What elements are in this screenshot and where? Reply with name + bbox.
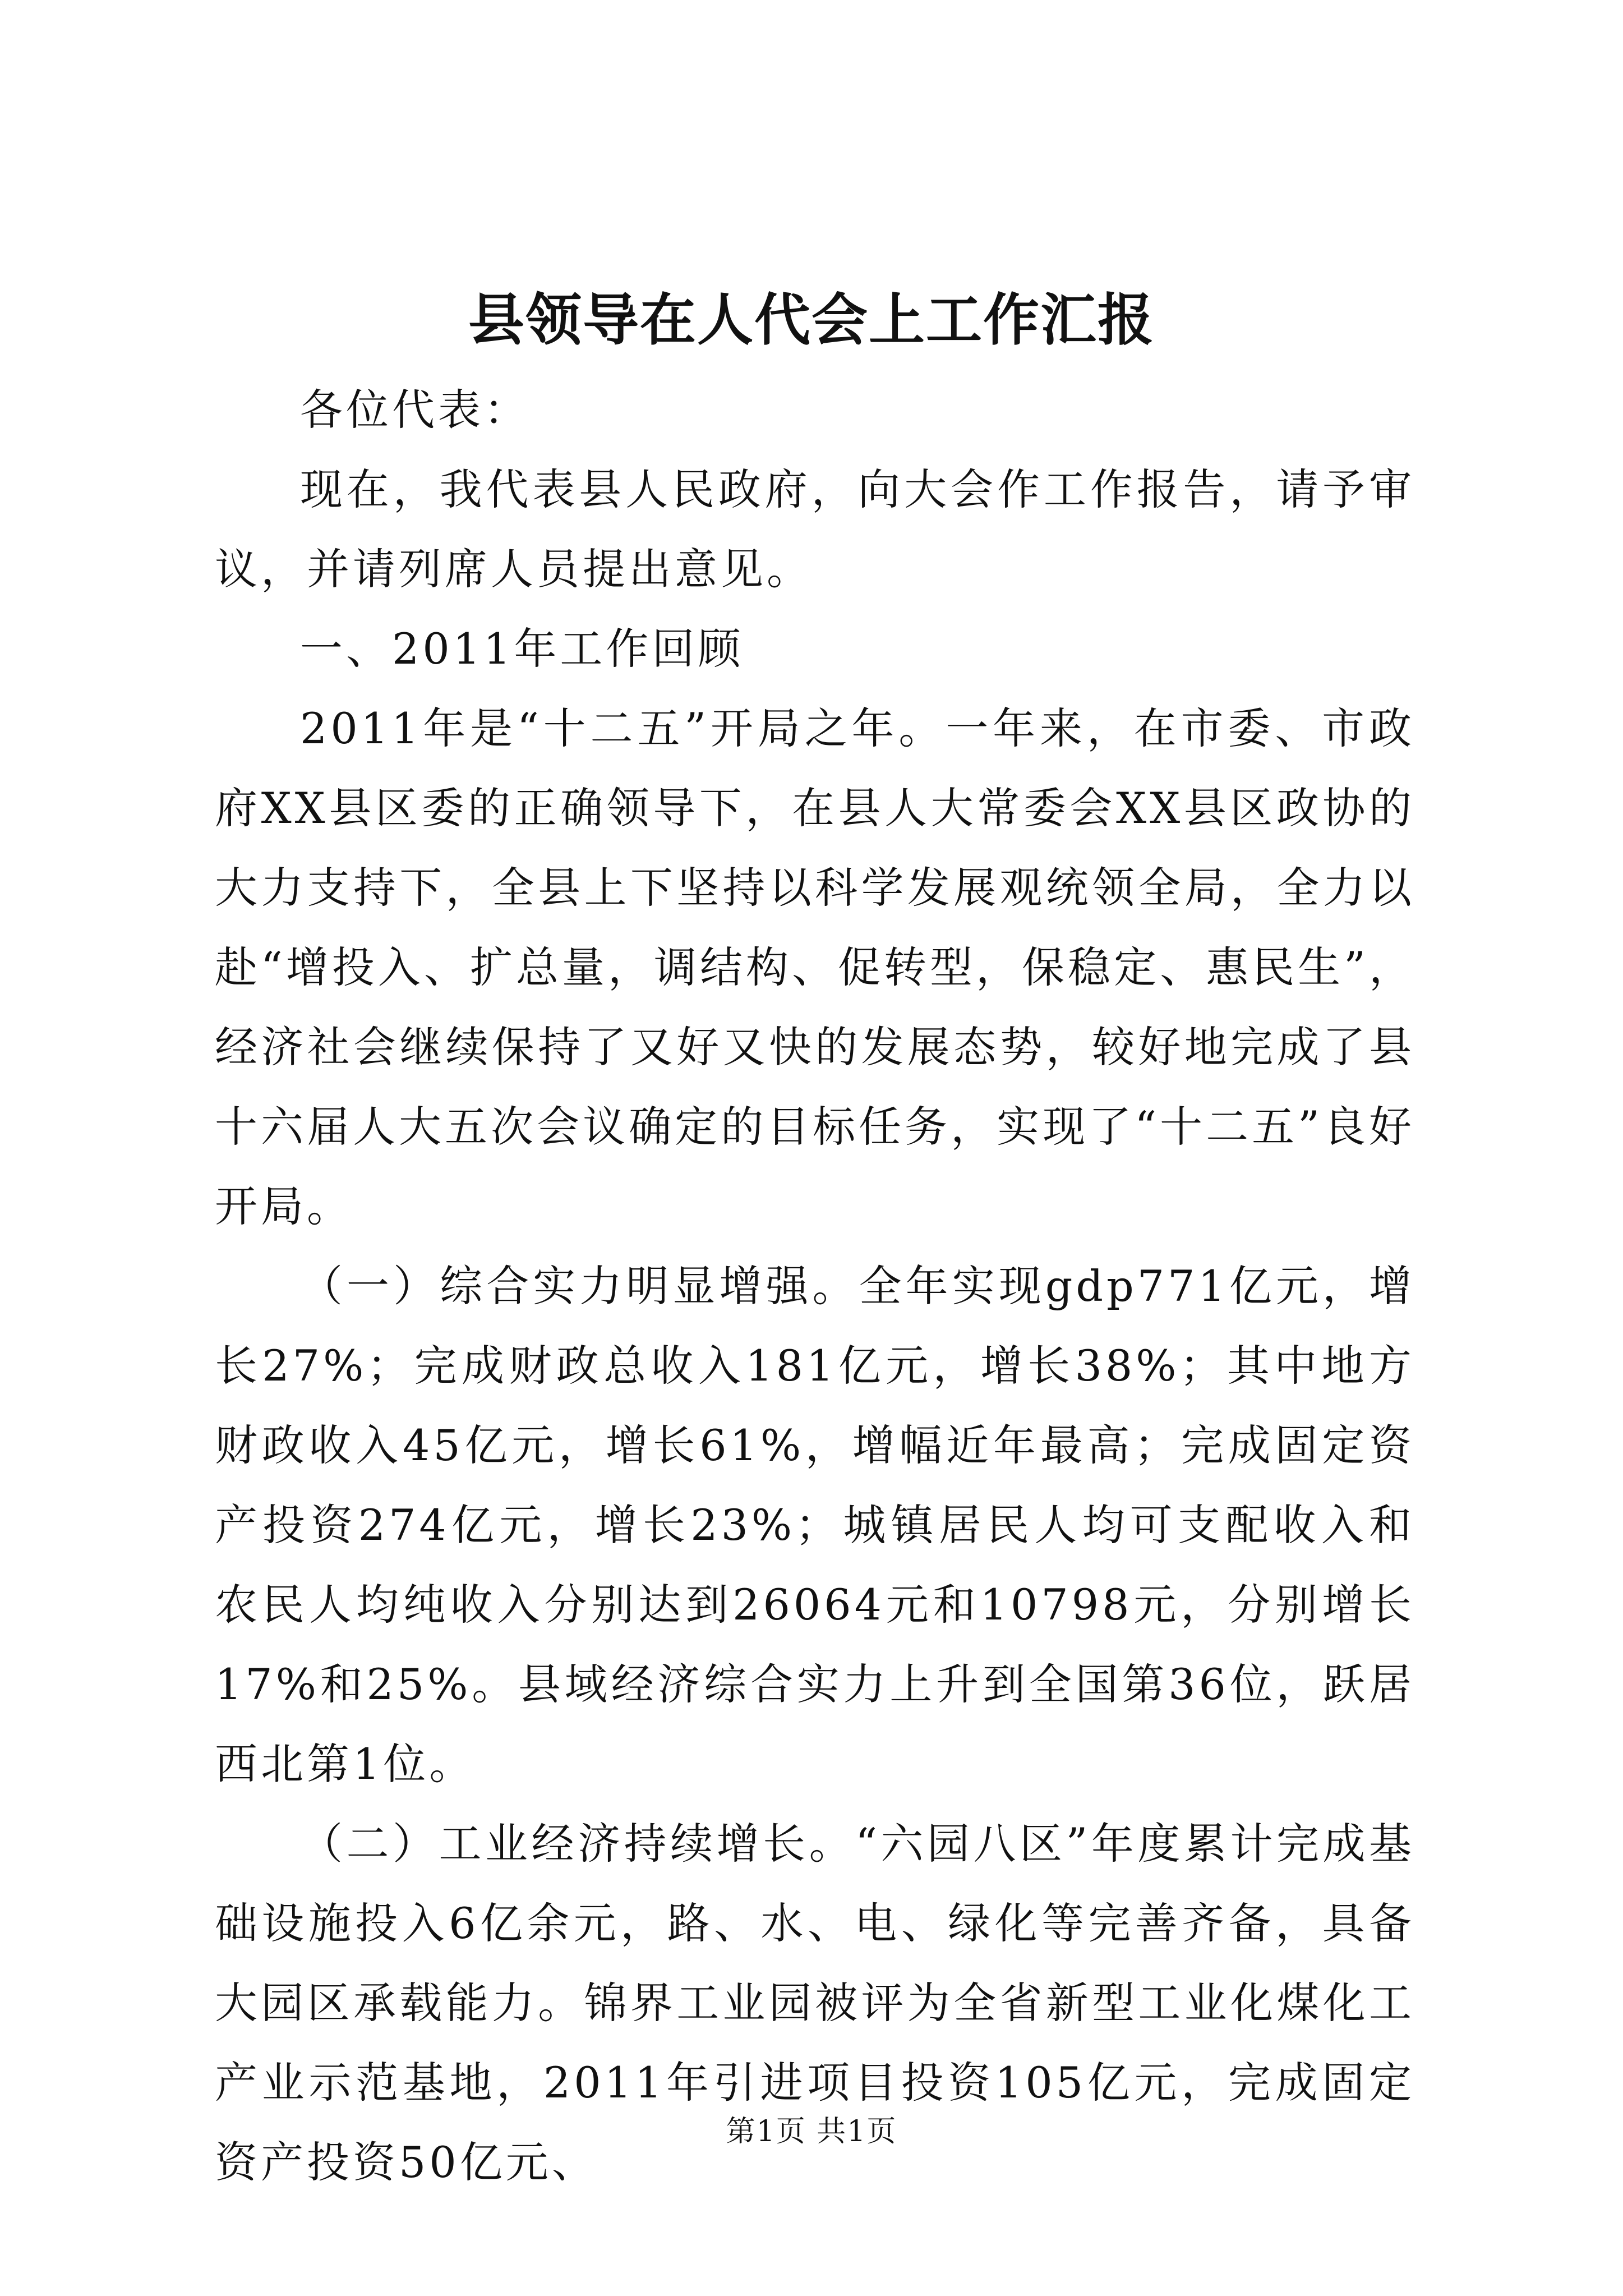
- document-body: [215, 370, 1415, 2202]
- section-heading: 一、2011年工作回顾: [300, 624, 744, 674]
- industry-paragraph: （二）工业经济持续增长。“六园八区”年度累计完成基础设施投入6亿余元，路、水、电、绿化等完善齐备，具备大园区承载能力。锦界工业园被评为全省新型工业化煤化工产业示范基地，2011年引进项目投资105亿元，完成固定资产投资50亿元、: [215, 1819, 1415, 2187]
- strength-paragraph: （一）综合实力明显增强。全年实现gdp771亿元，增长27%；完成财政总收入181亿元，增长38%；其中地方财政收入45亿元，增长61%，增幅近年最高；完成固定资产投资274亿元，增长23%；城镇居民人均可支配收入和农民人均纯收入分别达到26064元和10798元，分别增长17%和25%。县域经济综合实力上升到全国第36位，跃居西北第1位。: [215, 1261, 1415, 1789]
- review-paragraph: 2011年是“十二五”开局之年。一年来，在市委、市政府XX县区委的正确领导下，在县人大常委会XX县区政协的大力支持下，全县上下坚持以科学发展观统领全局，全力以赴“增投入、扩总量，调结构、促转型，保稳定、惠民生”，经济社会继续保持了又好又快的发展态势，较好地完成了县十六届人大五次会议确定的目标任务，实现了“十二五”良好开局。: [215, 703, 1415, 1231]
- salutation-paragraph: 各位代表：: [300, 385, 530, 435]
- document-title: 县领导在人代会上工作汇报: [468, 287, 1155, 353]
- opening-paragraph: 现在，我代表县人民政府，向大会作工作报告，请予审议，并请列席人员提出意见。: [215, 464, 1415, 594]
- page-footer: 第1页 共1页: [726, 2115, 897, 2148]
